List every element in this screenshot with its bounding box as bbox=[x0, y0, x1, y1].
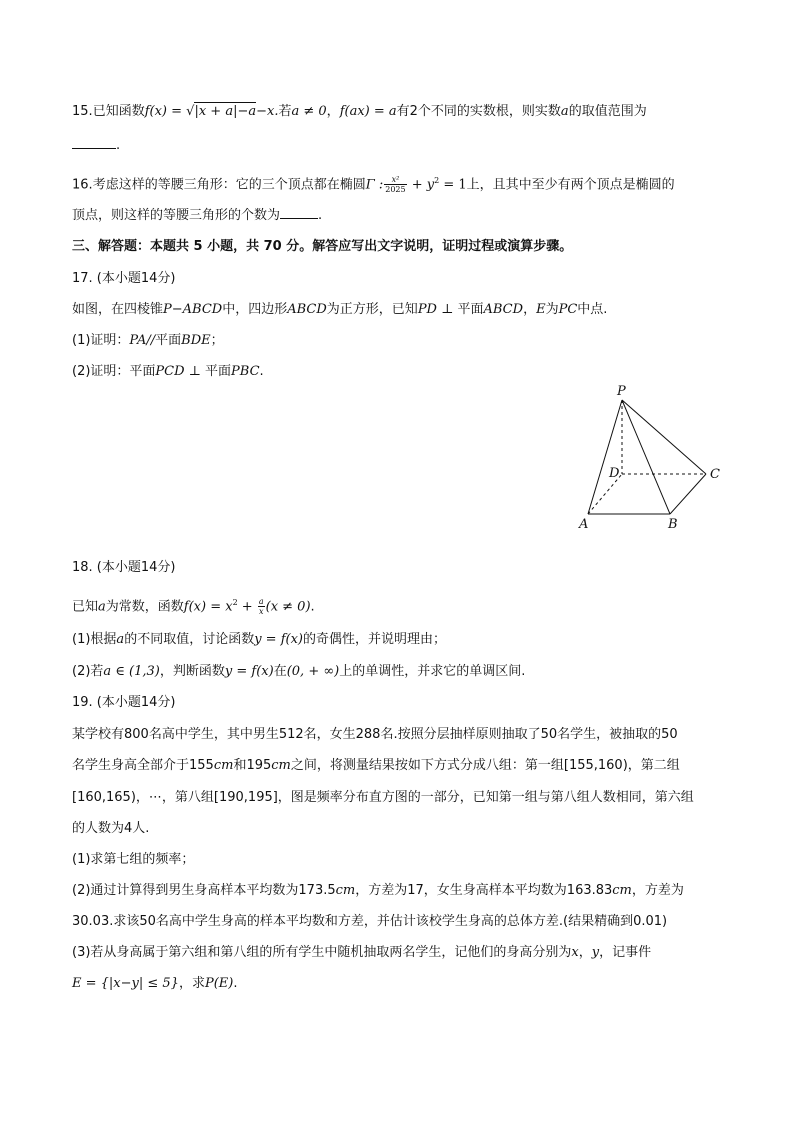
q19-stem-line1: 某学校有800名高中学生，其中男生512名，女生288名.按照分层抽样原则抽取了50名学生，被抽取的50 bbox=[72, 727, 678, 742]
q16-answer-blank[interactable] bbox=[280, 206, 318, 219]
label-B: B bbox=[668, 517, 678, 532]
q18-stem: 已知a为常数，函数$f(x) = x^2$ + $\frac{a}{x}$ (x ≠ 0). bbox=[72, 597, 315, 617]
pyramid-figure bbox=[570, 380, 730, 535]
label-A: A bbox=[579, 517, 589, 532]
label-C: C bbox=[710, 467, 720, 482]
q19-header: 19. (本小题14分) bbox=[72, 695, 176, 710]
q19-part3-line2: E = {|x−y| ≤ 5}，求P(E). bbox=[72, 976, 238, 991]
q18-part2: (2)若a ∈ (1,3)，判断函数y = f(x)在(0, + ∞)上的单调性，并求它的单调区间. bbox=[72, 664, 526, 679]
section-3-heading: 三、解答题：本题共 5 小题，共 70 分。解答应写出文字说明，证明过程或演算步骤。 bbox=[72, 239, 573, 254]
q19-part3-line1: (3)若从身高属于第六组和第八组的所有学生中随机抽取两名学生，记他们的身高分别为x，y，记事件 bbox=[72, 945, 652, 960]
q15-line1: 15.已知函数f(x) = √|x + a|−a−x.若a ≠ 0，f(ax) = a有2个不同的实数根，则实数a的取值范围为 bbox=[72, 104, 647, 119]
q15-line2: . bbox=[72, 136, 120, 155]
edge-BC bbox=[670, 474, 706, 514]
label-D: D bbox=[609, 466, 620, 481]
q18-part1: (1)根据a的不同取值，讨论函数y = f(x)的奇偶性，并说明理由； bbox=[72, 632, 447, 647]
q19-stem-line2: 名学生身高全部介于155cm和195cm之间，将测量结果按如下方式分成八组：第一组[155,160)，第二组 bbox=[72, 758, 680, 773]
edge-PB bbox=[622, 400, 670, 514]
q16-line1: 16.考虑这样的等腰三角形：它的三个顶点都在椭圆Γ : $\frac{\text{x²}}{2025}$ + $y^2 = 1$上，且其中至少有两个顶点是椭圆的 bbox=[72, 175, 675, 195]
edge-PC bbox=[622, 400, 706, 474]
q15-answer-blank[interactable] bbox=[72, 136, 116, 149]
q19-part1: (1)求第七组的频率； bbox=[72, 852, 195, 867]
q19-part2-line2: 30.03.求该50名高中学生身高的样本平均数和方差，并估计该校学生身高的总体方差.(结果精确到0.01) bbox=[72, 914, 668, 929]
q17-part2: (2)证明：平面PCD ⊥ 平面PBC. bbox=[72, 364, 264, 379]
q19-stem-line4: 的人数为4人. bbox=[72, 821, 150, 836]
edge-PA bbox=[588, 400, 622, 514]
q18-fraction: $\frac{a}{x}$ bbox=[258, 597, 264, 617]
q19-part2-line1: (2)通过计算得到男生身高样本平均数为173.5cm，方差为17，女生身高样本平均数为163.83cm，方差为 bbox=[72, 883, 684, 898]
q17-stem: 如图，在四棱锥P−ABCD中，四边形ABCD为正方形，已知PD ⊥ 平面ABCD，E为PC中点. bbox=[72, 302, 608, 317]
q17-part1: (1)证明：PA//平面BDE； bbox=[72, 333, 224, 348]
label-P: P bbox=[617, 384, 626, 399]
q17-header: 17. (本小题14分) bbox=[72, 271, 176, 286]
q18-header: 18. (本小题14分) bbox=[72, 560, 176, 575]
q16-line2: 顶点，则这样的等腰三角形的个数为 . bbox=[72, 208, 323, 223]
q16-fraction: $\frac{\text{x²}}{2025}$ bbox=[385, 175, 406, 195]
q19-stem-line3: [160,165)，⋯，第八组[190,195]，图是频率分布直方图的一部分，已知第一组与第八组人数相同，第六组 bbox=[72, 790, 694, 805]
